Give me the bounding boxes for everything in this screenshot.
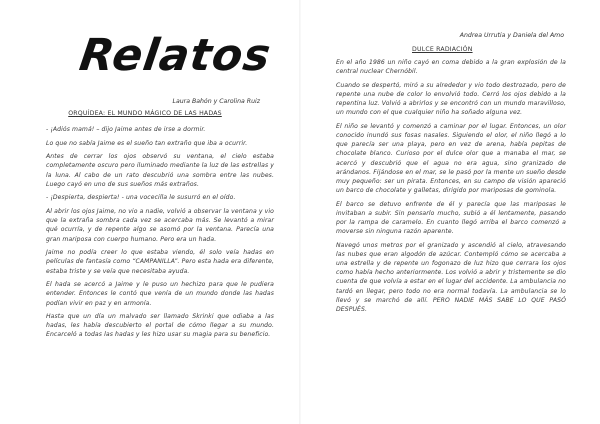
left-paragraph-4: - ¡Despierta, despierta! - una vocecilla le susurró en el oído. [46,194,236,202]
right-page [300,0,600,424]
left-paragraph-2: Lo que no sabía Jaime es el sueño tan extraño que iba a ocurrir. [46,139,248,147]
right-paragraph-4: El barco se detuvo enfrente de él y parecía que las mariposas le invitaban a subir. Sin pensarlo mucho, subió a él lentamente, pasando por la rampa de caramelo. En cuanto llegó arriba el barco comenzó a moverse sin ninguna razón aparente. [336,200,566,236]
right-authors: Andrea Urrutia y Daniela del Amo [459,32,564,39]
left-paragraph-3: Antes de cerrar los ojos observó su ventana, el cielo estaba completamente oscuro pero iluminado mediante la luz de las estrellas y la luna. Al cabo de un rato descubrió una sombra entre las nubes. Luego cayó en uno de sus sueños más extraños. [46,153,274,188]
left-paragraph-1: - ¡Adiós mamá! – dijo Jaime antes de irse a dormir. [46,126,206,133]
left-story-body [46,125,274,344]
left-paragraph-6: Jaime no podía creer lo que estaba viendo, él solo veía hadas en películas de fantasía como “CAMPANILLA”. Pero esta hada era diferente, estaba triste y se veía que necesitaba ayuda. [46,249,274,275]
left-paragraph-5: Al abrir los ojos Jaime, no vio a nadie, volvió a observar la ventana y vio que la extraña sombra cada vez se acercaba más. Se levantó a mirar qué ocurría, y de repente algo se asomó por la ventana. Parecía una gran mariposa con cuerpo humano. Pero era un hada. [46,208,274,243]
left-paragraph-7: El hada se acercó a Jaime y le puso un hechizo para que le pudiera entender. Entonces le contó que venía de un mundo donde las hadas podían vivir en paz y en armonía. [46,281,274,307]
right-paragraph-5: Navegó unos metros por el granizado y ascendió al cielo, atravesando las nubes que eran algodón de azúcar. Contempló cómo se acercaba a una estrella y de repente un fogonazo de luz hizo que cerrara los ojos como había hecho anteriormente. Los volvió a abrir y tristemente se dio cuenta de que volvía a estar en el lugar del accidente. La ambulancia no tardó en llegar, pero todo no era normal todavía. La ambulancia se lo llevó y se marchó de allí. PERO NADIE MÁS SABE LO QUE PASÓ DESPUÉS. [336,241,566,313]
right-paragraph-2: Cuando se despertó, miró a su alrededor y vio todo destrozado, pero de repente una nube de color lo envolvió todo. Cerró los ojos debido a la repentina luz. Volvió a abrirlos y se encontró con un mundo maravilloso, un mundo con el que cualquier niño ha soñado alguna vez. [336,81,566,117]
right-paragraph-1: En el año 1986 un niño cayó en coma debido a la gran explosión de la central nuclear Chernóbil. [336,59,566,76]
right-story-body [336,58,566,319]
left-paragraph-8: Hasta que un día un malvado ser llamado Skrinki que odiaba a las hadas, les había descubierto el portal de cómo llegar a su mundo. Encarceló a todas las hadas y les hizo usar su magia para su beneficio. [46,313,274,339]
left-authors: Laura Bahón y Carolina Ruiz [172,98,260,105]
right-paragraph-3: El niño se levantó y comenzó a caminar por el lugar. Entonces, un olor conocido inundó sus fosas nasales. Siguiendo el olor, el niño llegó a lo que parecía ser una playa, pero en vez de arena, había pepitas de chocolate blanco. Curioso por el dulce olor que a manaba el mar, se acercó y descubrió que el agua no era agua, sino granizado de arándanos. Fijándose en el mar, se le pasó por la mente un sueño desde muy pequeño: ser un pirata. Entonces, en su campo de visión apareció un barco de chocolate y galletas, dirigido por mariposas de gominola. [336,122,566,195]
left-story-title: ORQUÍDEA: EL MUNDO MÁGICO DE LAS HADAS [68,110,222,117]
right-story-title: DULCE RADIACIÓN [412,46,473,53]
book-title: Relatos [76,30,275,81]
